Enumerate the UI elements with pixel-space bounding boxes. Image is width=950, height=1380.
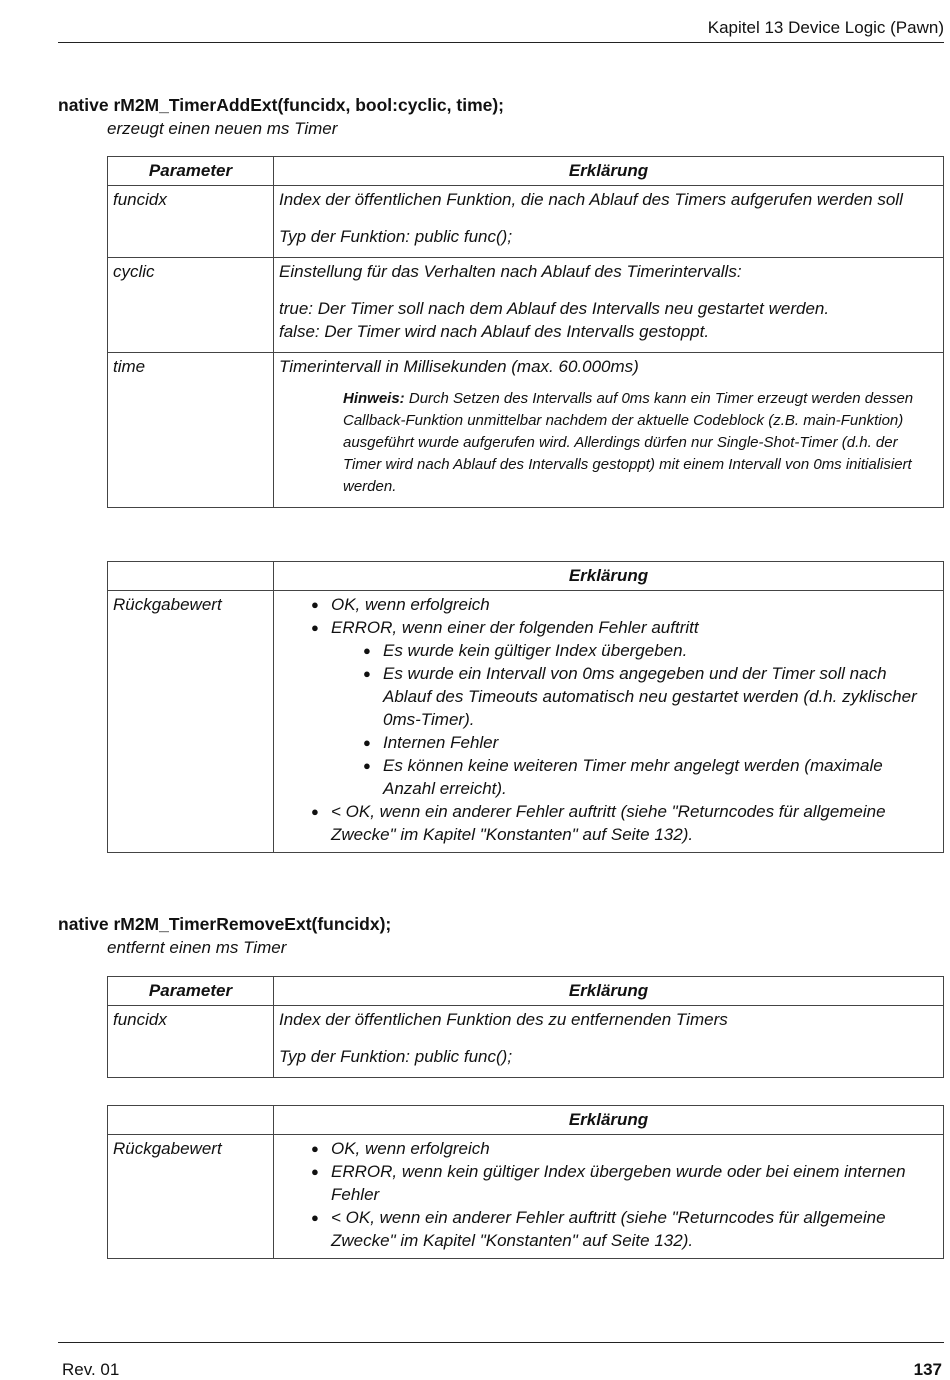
function-signature-timer-add: native rM2M_TimerAddExt(funcidx, bool:cyclic, time); [58, 95, 505, 115]
table-header-row [108, 562, 944, 591]
table-row [108, 353, 944, 508]
table-row [108, 1006, 944, 1078]
param-explanation [274, 1006, 944, 1078]
list-item: ● ERROR, wenn einer der folgenden Fehler auftritt ● Es wurde kein gültiger Index übergeben. ● Es wurde ein Intervall von 0ms angegeben und der Timer soll nach Ablauf des Timeouts automatisch neu gestartet werden (d.h. zyklischer 0ms-Timer). ● Internen Fehler ● Es können keine weiteren Timer mehr angelegt werden (maximale Anzahl erreicht). [331, 616, 938, 800]
list-item: ● Internen Fehler [363, 733, 499, 752]
column-header-parameter: Parameter [108, 157, 274, 186]
explanation-line: Typ der Funktion: public func(); [279, 1047, 513, 1066]
param-name: funcidx [108, 1006, 274, 1078]
table-row [108, 258, 944, 353]
table-row [108, 186, 944, 258]
list-item: ● Es wurde kein gültiger Index übergeben. [363, 641, 688, 660]
return-label: Rückgabewert [108, 591, 274, 853]
column-header-parameter: Parameter [108, 977, 274, 1006]
explanation-line: Typ der Funktion: public func(); [279, 227, 513, 246]
parameter-table-timer-remove [107, 976, 944, 1078]
function-signature-timer-remove: native rM2M_TimerRemoveExt(funcidx); [58, 914, 392, 934]
parameter-table-timer-add [107, 156, 944, 508]
explanation-line: Index der öffentlichen Funktion des zu entfernenden Timers [279, 1010, 728, 1029]
param-name: time [108, 353, 274, 508]
param-explanation [274, 186, 944, 258]
return-table-timer-add [107, 561, 944, 853]
table-header-row [108, 977, 944, 1006]
column-header-erklaerung: Erklärung [274, 1106, 944, 1135]
param-name: cyclic [108, 258, 274, 353]
list-item: ● < OK, wenn ein anderer Fehler auftritt (siehe "Returncodes für allgemeine Zwecke" im Kapitel "Konstanten" auf Seite 132). [311, 802, 886, 844]
chapter-title: Kapitel 13 Device Logic (Pawn) [707, 18, 944, 37]
page-header [58, 18, 944, 43]
param-name: funcidx [108, 186, 274, 258]
revision-label: Rev. 01 [62, 1360, 120, 1379]
table-row [108, 1135, 944, 1259]
explanation-line: Index der öffentlichen Funktion, die nach Ablauf des Timers aufgerufen werden soll [279, 190, 903, 209]
column-header-erklaerung: Erklärung [274, 562, 944, 591]
list-item: ● < OK, wenn ein anderer Fehler auftritt (siehe "Returncodes für allgemeine Zwecke" im Kapitel "Konstanten" auf Seite 132). [311, 1208, 886, 1250]
column-header-erklaerung: Erklärung [274, 157, 944, 186]
column-header-erklaerung: Erklärung [274, 977, 944, 1006]
column-header-empty [108, 1106, 274, 1135]
explanation-line: true: Der Timer soll nach dem Ablauf des Intervalls neu gestartet werden. [279, 299, 830, 318]
note-text: Durch Setzen des Intervalls auf 0ms kann ein Timer erzeugt werden dessen Callback-Funktion unmittelbar nachdem der aktuelle Codeblock (z.B. main-Funktion) ausgeführt wurde aufgerufen wird. Allerdings dürfen nur Single-Shot-Timer (d.h. der Timer wird nach Ablauf des Intervalls gestoppt) mit einem Intervall von 0ms initialisiert werden. [343, 390, 914, 495]
return-explanation [274, 1135, 944, 1259]
param-explanation [274, 353, 944, 508]
list-item: ● Es wurde ein Intervall von 0ms angegeben und der Timer soll nach Ablauf des Timeouts automatisch neu gestartet werden (d.h. zyklischer 0ms-Timer). [363, 664, 917, 729]
return-label: Rückgabewert [108, 1135, 274, 1259]
return-list [279, 593, 938, 846]
explanation-line: Timerintervall in Millisekunden (max. 60.000ms) [279, 357, 639, 376]
param-explanation [274, 258, 944, 353]
list-item: ● ERROR, wenn kein gültiger Index übergeben wurde oder bei einem internen Fehler [311, 1162, 906, 1204]
column-header-empty [108, 562, 274, 591]
function-description-timer-add: erzeugt einen neuen ms Timer [107, 119, 338, 138]
note-label: Hinweis: [343, 390, 405, 407]
table-header-row [108, 1106, 944, 1135]
return-table-timer-remove [107, 1105, 944, 1259]
return-list [279, 1137, 938, 1252]
page-footer [58, 1342, 944, 1379]
return-explanation [274, 591, 944, 853]
table-row [108, 591, 944, 853]
function-description-timer-remove: entfernt einen ms Timer [107, 938, 287, 957]
explanation-line: Einstellung für das Verhalten nach Ablauf des Timerintervalls: [279, 262, 742, 281]
list-item: ● OK, wenn erfolgreich [311, 1139, 490, 1158]
explanation-line: false: Der Timer wird nach Ablauf des Intervalls gestoppt. [279, 322, 710, 341]
table-header-row [108, 157, 944, 186]
note-box [343, 388, 938, 498]
error-sublist [331, 639, 938, 800]
list-item: ● OK, wenn erfolgreich [311, 595, 490, 614]
list-item: ● Es können keine weiteren Timer mehr angelegt werden (maximale Anzahl erreicht). [363, 756, 883, 798]
page-number: 137 [913, 1360, 942, 1379]
